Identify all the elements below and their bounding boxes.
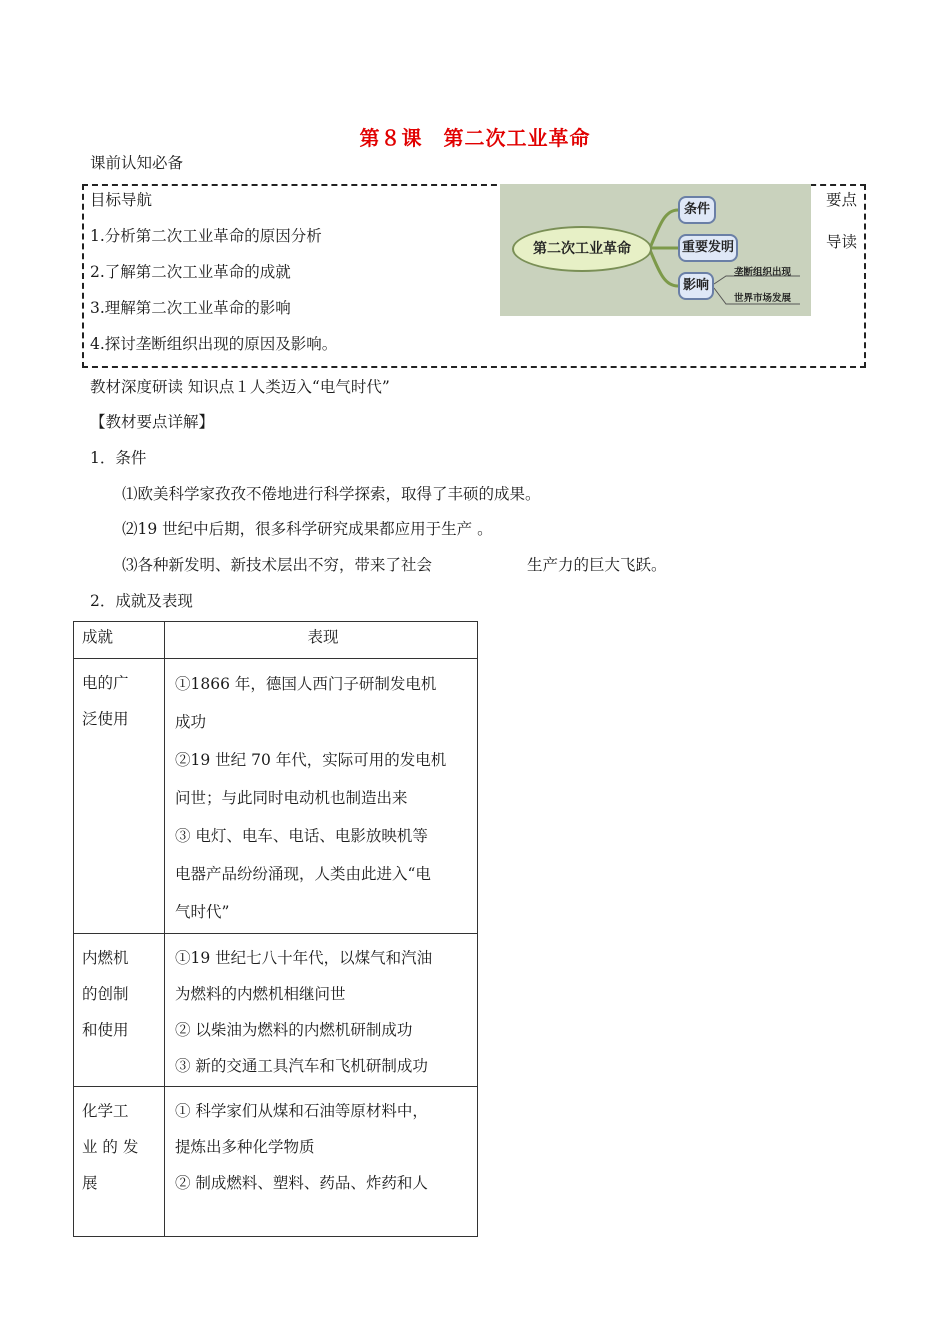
cell-line: 化学工 — [82, 1102, 129, 1120]
cell-line: 电器产品纷纷涌现，人类由此进入“电 — [175, 865, 431, 883]
goal-item: 3.理解第二次工业革命的影响 — [90, 299, 291, 317]
cell-line: 业 的 发 — [82, 1138, 139, 1156]
condition-item: ⑶各种新发明、新技术层出不穷，带来了社会 — [122, 556, 433, 574]
cell-line: 气时代” — [175, 903, 230, 921]
table-header-row — [74, 622, 478, 659]
cell-line: ② 制成燃料、塑料、药品、炸药和人 — [175, 1174, 428, 1192]
table-cell-details — [165, 1087, 478, 1237]
mindmap-branch: 重要发明 — [678, 234, 738, 262]
cell-line: 问世；与此同时电动机也制造出来 — [175, 789, 408, 807]
cell-line: 泛使用 — [82, 710, 129, 728]
table-row — [74, 1087, 478, 1237]
cell-line: ①1866 年，德国人西门子研制发电机 — [175, 675, 437, 693]
cell-line: 的创制 — [82, 985, 129, 1003]
goal-item: 2.了解第二次工业革命的成就 — [90, 263, 291, 281]
cell-line: 为燃料的内燃机相继问世 — [175, 985, 346, 1003]
table-cell-achievement — [74, 659, 165, 934]
mindmap-center: 第二次工业革命 — [512, 226, 652, 272]
condition-item: ⑵19 世纪中后期，很多科学研究成果都应用于生产 。 — [122, 520, 493, 538]
side-label-line1: 要点 — [826, 191, 858, 209]
goal-item: 4.探讨垄断组织出现的原因及影响。 — [90, 335, 338, 353]
cell-line: ① 科学家们从煤和石油等原材料中， — [175, 1102, 428, 1120]
table-row — [74, 934, 478, 1087]
page-title: 第８课 第二次工业革命 — [359, 126, 591, 150]
side-label-line2: 导读 — [826, 233, 858, 251]
table-header-cell: 表现 — [165, 622, 478, 659]
mindmap-sub-branch: 垄断组织出现 — [734, 267, 792, 278]
section-line: 教材深度研读 知识点１人类迈入“电气时代” — [90, 378, 390, 396]
condition-item-tail: 生产力的巨大飞跃。 — [527, 556, 667, 574]
cell-line: 成功 — [175, 713, 207, 731]
cell-line: ①19 世纪七八十年代，以煤气和汽油 — [175, 949, 433, 967]
mindmap-sub-branch: 世界市场发展 — [734, 293, 792, 304]
cell-line: 电的广 — [82, 674, 129, 692]
achievement-table — [73, 621, 478, 1237]
cell-line: ③ 新的交通工具汽车和飞机研制成功 — [175, 1057, 428, 1075]
table-cell-details — [165, 659, 478, 934]
condition-item: ⑴欧美科学家孜孜不倦地进行科学探索，取得了丰硕的成果。 — [122, 485, 541, 503]
table-cell-achievement — [74, 934, 165, 1087]
table-header-cell: 成就 — [74, 622, 165, 659]
cell-line: 展 — [82, 1174, 98, 1192]
point2-heading: 2．成就及表现 — [90, 592, 193, 610]
goal-item: 1.分析第二次工业革命的原因分析 — [90, 227, 322, 245]
mindmap-branch: 条件 — [678, 196, 716, 224]
goal-nav-heading: 目标导航 — [90, 191, 153, 209]
pre-class-label: 课前认知必备 — [90, 154, 184, 172]
cell-line: ②19 世纪 70 年代，实际可用的发电机 — [175, 751, 447, 769]
table-cell-details — [165, 934, 478, 1087]
mindmap-figure — [500, 184, 811, 316]
section-heading: 【教材要点详解】 — [90, 413, 215, 431]
cell-line: 和使用 — [82, 1021, 129, 1039]
cell-line: ② 以柴油为燃料的内燃机研制成功 — [175, 1021, 413, 1039]
mindmap-branch: 影响 — [678, 272, 714, 300]
cell-line: 提炼出多种化学物质 — [175, 1138, 315, 1156]
cell-line: 内燃机 — [82, 949, 129, 967]
table-cell-achievement — [74, 1087, 165, 1237]
point1-heading: 1．条件 — [90, 449, 147, 467]
cell-line: ③ 电灯、电车、电话、电影放映机等 — [175, 827, 428, 845]
table-row — [74, 659, 478, 934]
